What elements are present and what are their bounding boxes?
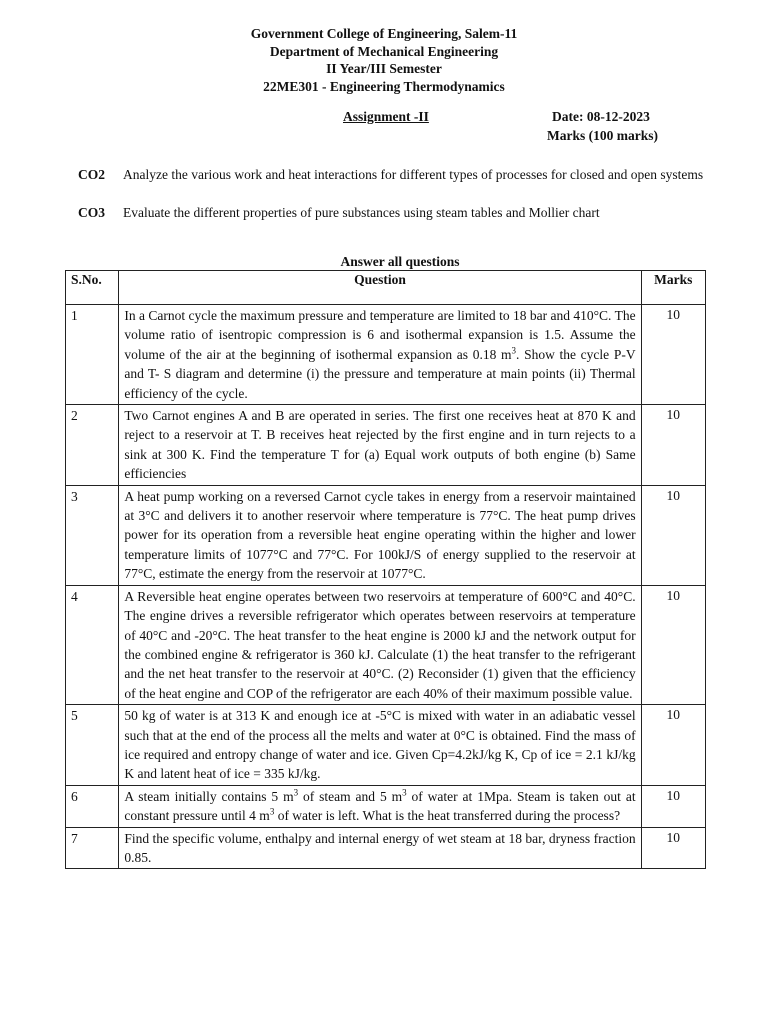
answer-all-heading: Answer all questions <box>340 254 460 269</box>
question-marks: 10 <box>641 485 705 585</box>
year-semester: II Year/III Semester <box>326 61 442 76</box>
assignment-title: Assignment -II <box>343 109 429 124</box>
question-text: 50 kg of water is at 313 K and enough ice at -5°C is mixed with water in an adiabatic vessel such that at the end of the process all the melts and water at 0°C is obtained. Find the mass of ice required and entropy change of water and ice. Given Cp=4.2kJ/kg K, Cp of ice = 2.1 kJ/kg K and latent heat of ice = 335 kJ/kg. <box>119 705 641 786</box>
course-title: 22ME301 - Engineering Thermodynamics <box>263 78 505 94</box>
table-row <box>66 705 706 786</box>
question-number: 3 <box>66 485 119 585</box>
course-outcome-co3 <box>78 203 708 222</box>
table-row <box>66 405 706 486</box>
course-outcome-co2 <box>78 165 708 184</box>
department-name: Department of Mechanical Engineering <box>269 43 499 59</box>
question-text: In a Carnot cycle the maximum pressure and temperature are limited to 18 bar and 410°C. The volume ratio of isentropic compression is 6 and isothermal expansion is 1.5. Assume the volume of the air at the beginning of isothermal expansion as 0.18 $m^3$. Show the cycle P-V and T- S diagram and determine (i) the pressure and temperature at main points (ii) Thermal efficiency of the cycle. <box>119 305 641 405</box>
question-marks: 10 <box>641 305 705 405</box>
assignment-date: Date: 08-12-2023 <box>552 109 650 124</box>
question-number: 4 <box>66 585 119 704</box>
question-marks: 10 <box>641 705 705 786</box>
table-row <box>66 785 706 827</box>
question-marks: 10 <box>641 785 705 827</box>
sno-header: S.No. <box>66 271 119 305</box>
co-text: Analyze the various work and heat interactions for different types of processes for closed and open systems <box>123 167 704 182</box>
question-number: 5 <box>66 705 119 786</box>
document-header <box>0 25 768 95</box>
question-header: Question <box>119 271 641 305</box>
question-marks: 10 <box>641 827 705 869</box>
co-text: Evaluate the different properties of pure substances using steam tables and Mollier chart <box>123 205 600 220</box>
question-marks: 10 <box>641 405 705 486</box>
co-code: CO3 <box>78 205 105 220</box>
table-row <box>66 827 706 869</box>
questions-table <box>65 270 706 869</box>
table-header-row <box>66 271 706 305</box>
question-number: 2 <box>66 405 119 486</box>
college-name: Government College of Engineering, Salem-11 <box>250 26 518 41</box>
table-row <box>66 585 706 704</box>
co-code: CO2 <box>78 167 105 182</box>
question-text: A steam initially contains 5 $m^3$ of steam and 5 $m^3$ of water at 1Mpa. Steam is taken out at constant pressure until 4 $m^3$ of water is left. What is the heat transferred during the process? <box>119 785 641 827</box>
question-number: 1 <box>66 305 119 405</box>
question-marks: 10 <box>641 585 705 704</box>
question-text: A Reversible heat engine operates between two reservoirs at temperature of 600°C and 40°C. The engine drives a reversible refrigerator which operates between reservoirs at temperature of 40°C and -20°C. The heat transfer to the heat engine is 2000 kJ and the network output for the combined engine & refrigerator is 360 kJ. Calculate (1) the heat transfer to the refrigerant and the net heat transfer to the reservoir at 40°C. (2) Reconsider (1) given that the efficiency of the heat engine and COP of the refrigerator are each 40% of their maximum possible value. <box>119 585 641 704</box>
question-number: 6 <box>66 785 119 827</box>
question-number: 7 <box>66 827 119 869</box>
table-row <box>66 485 706 585</box>
question-text: A heat pump working on a reversed Carnot cycle takes in energy from a reservoir maintained at 3°C and delivers it to another reservoir where temperature is 77°C. The heat pump drives power for its operation from a reversible heat engine operating within the higher and lower temperature limits of 1077°C and 77°C. For 100kJ/S of energy supplied to the reservoir at 77°C, estimate the energy from the reservoir at 1077°C. <box>119 485 641 585</box>
marks-header: Marks <box>641 271 705 305</box>
question-text: Two Carnot engines A and B are operated in series. The first one receives heat at 870 K and reject to a reservoir at T. B receives heat rejected by the first engine and in turn rejects to a sink at 300 K. Find the temperature T for (a) Equal work outputs of both engine (b) Same efficiencies <box>119 405 641 486</box>
table-row <box>66 305 706 405</box>
total-marks: Marks (100 marks) <box>547 128 658 143</box>
question-text: Find the specific volume, enthalpy and internal energy of wet steam at 18 bar, dryness fraction 0.85. <box>119 827 641 869</box>
